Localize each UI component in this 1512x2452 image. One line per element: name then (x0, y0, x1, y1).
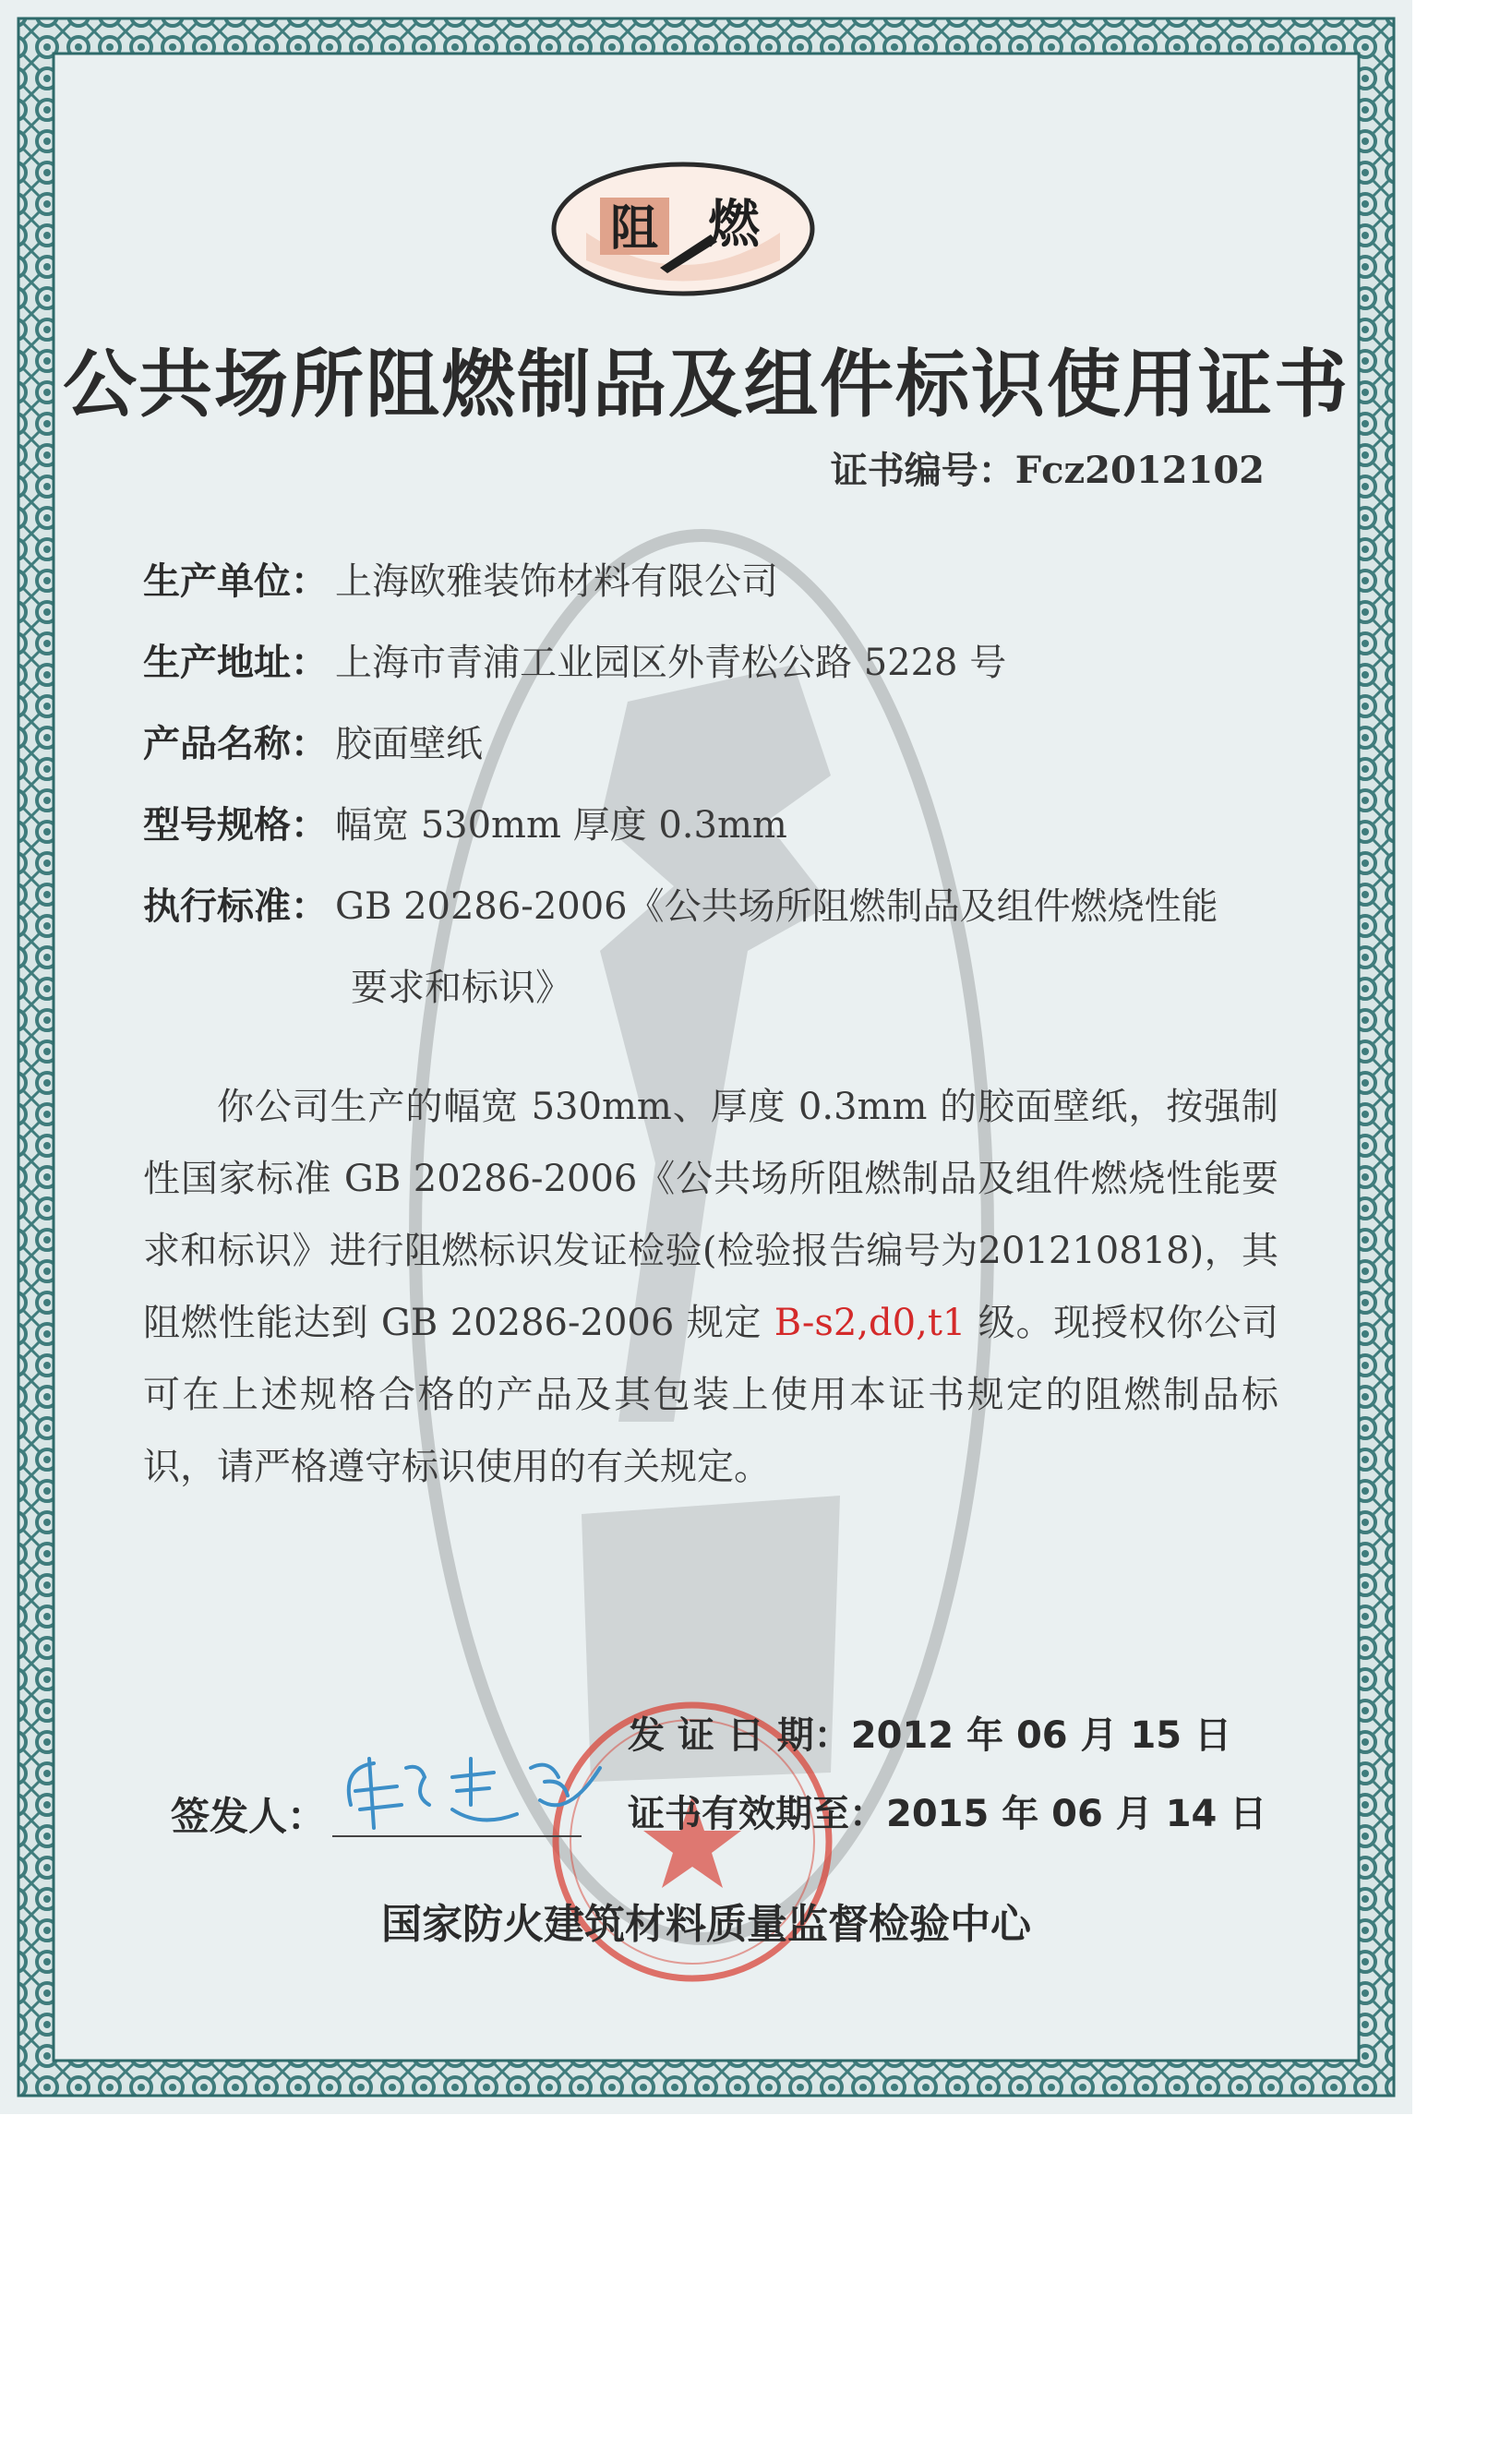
field-address (143, 633, 1006, 686)
certificate-title: 公共场所阻燃制品及组件标识使用证书 (63, 342, 1350, 427)
field-label: 执行标准： (143, 885, 328, 928)
fire-rating-grade: B-s2,d0,t1 (774, 1302, 966, 1344)
flame-retardant-logo (549, 159, 817, 299)
valid-until-label: 证书有效期至： (628, 1793, 886, 1835)
issue-date-label: 发 证 日 期： (628, 1714, 851, 1757)
field-label: 型号规格： (143, 804, 328, 847)
issuing-organization: 国家防火建筑材料质量监督检验中心 (381, 1901, 1031, 1948)
field-standard (143, 877, 1218, 930)
field-standard-continuation: 要求和标识》 (351, 967, 572, 1009)
field-producer (143, 552, 778, 605)
certificate-number-label: 证书编号： (830, 449, 1015, 492)
field-value: 上海欧雅装饰材料有限公司 (335, 560, 778, 603)
body-text-after: 级。现授权你公司可在上述规格合格的产品及其包装上使用本证书规定的阻燃制品标识，请严格遵守标识使用的有关规定。 (143, 1302, 1279, 1488)
certificate-number-value: Fcz2012102 (1014, 449, 1265, 492)
certificate-body (143, 1071, 1278, 1503)
field-label: 产品名称： (143, 723, 328, 765)
valid-until-value: 2015 年 06 月 14 日 (886, 1793, 1267, 1835)
body-text-before: 你公司生产的幅宽 530mm、厚度 0.3mm 的胶面壁纸，按强制性国家标准 GB 20286-2006《公共场所阻燃制品及组件燃烧性能要求和标识》进行阻燃标识发证检验(检验报告编号为201210818)，其阻燃性能达到 GB 20286-2006 规定 (143, 1086, 1278, 1344)
issue-date-value: 2012 年 06 月 15 日 (850, 1714, 1232, 1757)
field-product-name (143, 715, 483, 767)
field-specification (143, 796, 787, 848)
logo-char-left: 阻 (609, 201, 659, 257)
field-value: GB 20286-2006《公共场所阻燃制品及组件燃烧性能 (335, 885, 1218, 928)
field-value: 胶面壁纸 (335, 723, 483, 765)
certificate-number (831, 441, 1265, 494)
handwritten-signature (332, 1740, 618, 1842)
field-label: 生产单位： (143, 560, 328, 603)
field-value: 幅宽 530mm 厚度 0.3mm (335, 804, 787, 847)
issue-date (628, 1706, 1231, 1759)
logo-char-right: 燃 (708, 195, 760, 255)
field-value: 上海市青浦工业园区外青松公路 5228 号 (335, 642, 1007, 684)
valid-until (628, 1785, 1266, 1837)
field-label: 生产地址： (143, 642, 328, 684)
issuer-label: 签发人： (171, 1794, 327, 1839)
